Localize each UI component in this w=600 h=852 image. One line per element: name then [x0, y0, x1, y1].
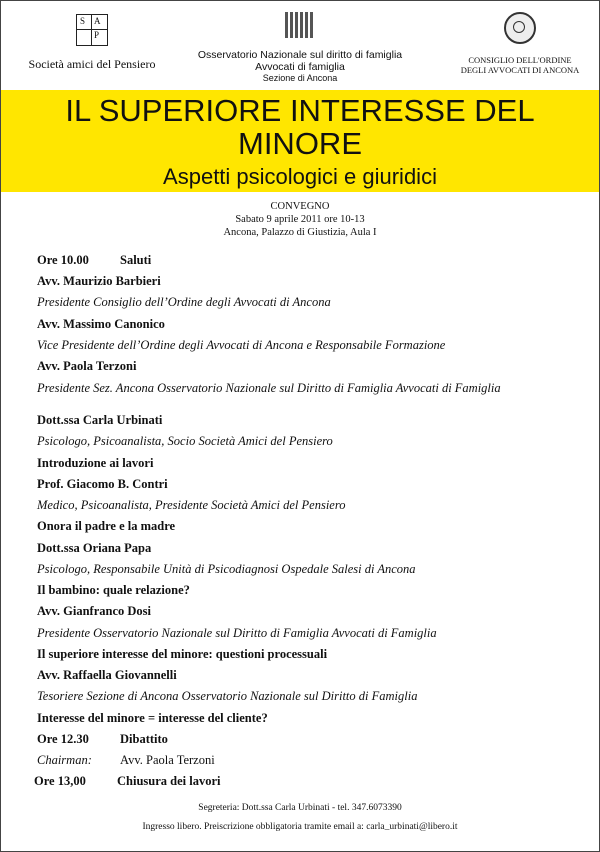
program-item — [37, 625, 567, 641]
program-text: Psicologo, Psicoanalista, Socio Società Amici del Pensiero — [37, 434, 333, 448]
event-place: Ancona, Palazzo di Giustizia, Aula I — [223, 227, 377, 238]
event-info — [0, 200, 600, 239]
program-item — [37, 752, 567, 768]
program-text: Medico, Psicoanalista, Presidente Società Amici del Pensiero — [37, 498, 346, 512]
secretary-info: Segreteria: Dott.ssa Carla Urbinati - tel. 347.6073390 — [198, 803, 402, 813]
program-item — [37, 476, 567, 492]
program-item — [37, 561, 567, 577]
left-logo-text: Società amici del Pensiero — [28, 57, 156, 71]
program-item — [37, 497, 567, 513]
program-text: Il superiore interesse del minore: questioni processuali — [37, 647, 328, 661]
program-item — [37, 646, 567, 662]
center-logo-line3: Sezione di Ancona — [262, 73, 338, 83]
program-text: Prof. Giacomo B. Contri — [37, 477, 168, 491]
program-text: Avv. Massimo Canonico — [37, 317, 165, 331]
program-item — [37, 412, 567, 428]
program-item — [37, 252, 567, 268]
program-text: Saluti — [120, 253, 152, 267]
book-pages-icon — [283, 12, 317, 40]
osservatorio-logo — [150, 12, 450, 83]
right-logo-line2: DEGLI AVVOCATI DI ANCONA — [460, 65, 580, 75]
center-logo-line2: Avvocati di famiglia — [255, 61, 345, 73]
program-item — [37, 433, 567, 449]
event-type: CONVEGNO — [270, 201, 330, 212]
program-text: Dibattito — [120, 732, 168, 746]
program-item — [37, 688, 567, 704]
program-item — [37, 273, 567, 289]
program-text: Dott.ssa Carla Urbinati — [37, 413, 163, 427]
program-item — [37, 731, 567, 747]
program-text: Il bambino: quale relazione? — [37, 583, 190, 597]
program-time: Ore 12.30 — [37, 732, 89, 746]
seal-icon — [504, 12, 536, 44]
right-logo-line1: CONSIGLIO DELL'ORDINE — [468, 55, 572, 65]
program-item — [37, 540, 567, 556]
program-text: Interesse del minore = interesse del cliente? — [37, 711, 268, 725]
program-text: Avv. Maurizio Barbieri — [37, 274, 161, 288]
program-text: Presidente Osservatorio Nazionale sul Diritto di Famiglia Avvocati di Famiglia — [37, 626, 437, 640]
consiglio-ordine-logo — [455, 12, 585, 75]
title-banner — [1, 90, 599, 192]
program-text: Onora il padre e la madre — [37, 519, 176, 533]
title-line2: MINORE — [238, 126, 362, 161]
center-logo-line1: Osservatorio Nazionale sul diritto di famiglia — [197, 49, 403, 61]
program-item — [37, 294, 567, 310]
program-item — [37, 358, 567, 374]
subtitle: Aspetti psicologici e giuridici — [163, 164, 437, 189]
program-text: Tesoriere Sezione di Ancona Osservatorio Nazionale sul Diritto di Famiglia — [37, 689, 418, 703]
program-item — [37, 380, 567, 396]
program-time: Ore 13,00 — [34, 774, 86, 788]
program-text: Presidente Sez. Ancona Osservatorio Nazionale sul Diritto di Famiglia Avvocati di Famiglia — [37, 381, 501, 395]
program-item — [37, 603, 567, 619]
title-line1: IL SUPERIORE INTERESSE DEL — [65, 93, 535, 128]
program-item — [37, 582, 567, 598]
program-time: Ore 10.00 — [37, 253, 89, 267]
program-item — [37, 455, 567, 471]
program-text: Avv. Raffaella Giovannelli — [37, 668, 177, 682]
program-item — [37, 518, 567, 534]
program-text: Vice Presidente dell’Ordine degli Avvocati di Ancona e Responsabile Formazione — [37, 338, 446, 352]
program-time: Chairman: — [37, 753, 92, 767]
program-item — [37, 316, 567, 332]
program-item — [37, 337, 567, 353]
program-text: Psicologo, Responsabile Unità di Psicodiagnosi Ospedale Salesi di Ancona — [37, 562, 416, 576]
program-text: Presidente Consiglio dell’Ordine degli Avvocati di Ancona — [37, 295, 331, 309]
program-item — [37, 667, 567, 683]
event-date: Sabato 9 aprile 2011 ore 10-13 — [235, 214, 365, 225]
program-text: Dott.ssa Oriana Papa — [37, 541, 152, 555]
program-item — [37, 710, 567, 726]
program-text: Avv. Paola Terzoni — [120, 753, 215, 767]
program-text: Avv. Gianfranco Dosi — [37, 604, 152, 618]
program-text: Avv. Paola Terzoni — [37, 359, 137, 373]
sap-monogram-icon: S A P — [76, 14, 108, 46]
program-text: Introduzione ai lavori — [37, 456, 154, 470]
program-text: Chiusura dei lavori — [117, 774, 221, 788]
amici-del-pensiero-logo — [22, 14, 162, 72]
program-item — [34, 773, 564, 789]
entry-info: Ingresso libero. Preiscrizione obbligatoria tramite email a: carla_urbinati@libero.it — [142, 822, 458, 832]
